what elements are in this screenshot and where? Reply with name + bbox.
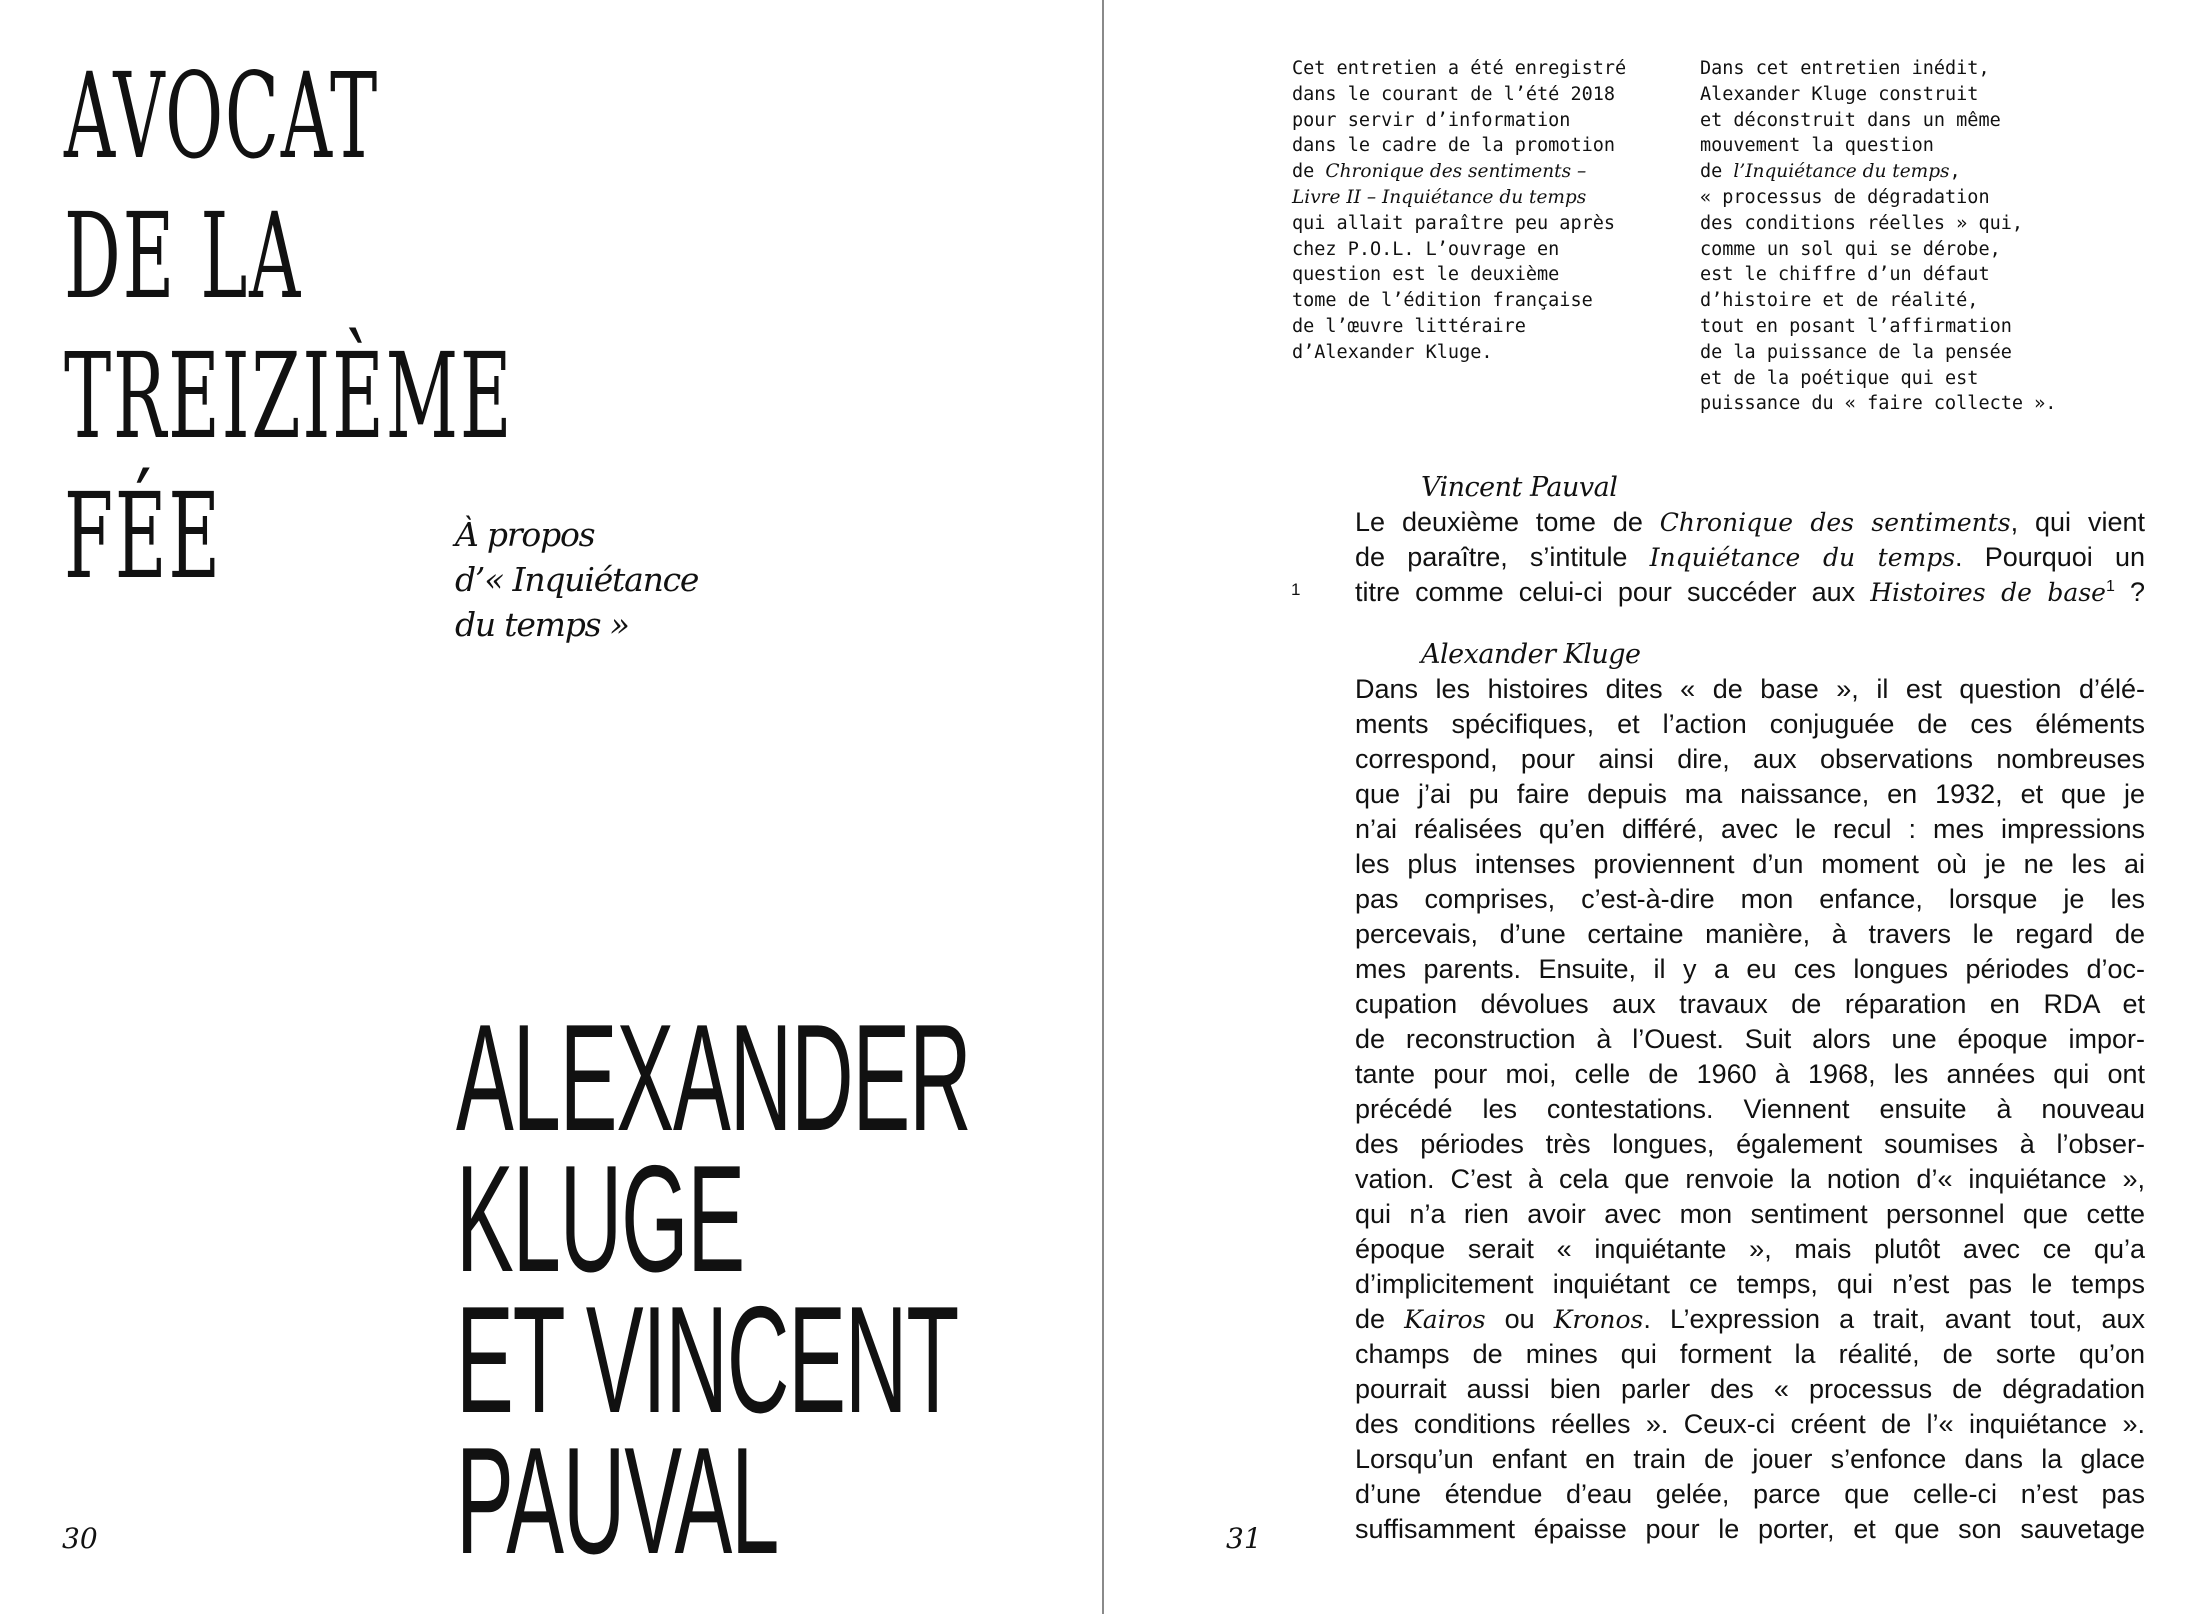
interview-body xyxy=(1355,470,2145,1547)
intro-line: question est le deuxième xyxy=(1292,264,1560,286)
left-page xyxy=(0,0,1102,1614)
intro-line: chez P.O.L. L’ouvrage en xyxy=(1292,238,1560,260)
text-line xyxy=(1355,1302,2145,1337)
intro-line: Livre II – Inquiétance du temps xyxy=(1292,186,1587,208)
intro-line: pour servir d’information xyxy=(1292,109,1571,131)
intro-text: de xyxy=(1292,161,1326,183)
author-line: ALEXANDER xyxy=(456,993,971,1163)
text-line: pas comprises, c’est-à-dire mon enfance, lorsque je les xyxy=(1355,884,2145,914)
text-line: de reconstruction à l’Ouest. Suit alors une époque impor- xyxy=(1355,1024,2145,1054)
title-line: DE LA xyxy=(64,187,303,325)
subtitle-line: À propos xyxy=(455,515,595,554)
text-line xyxy=(1355,575,2145,610)
text-line: des conditions réelles ». Ceux-ci créent de l’« inquiétance ». xyxy=(1355,1409,2145,1439)
intro-line: tome de l’édition française xyxy=(1292,290,1593,312)
intro-line: et déconstruit dans un même xyxy=(1700,109,2001,131)
intro-column-2 xyxy=(1700,56,2080,417)
author-line: PAUVAL xyxy=(456,1416,779,1586)
text-line: cupation dévolues aux travaux de réparation en RDA et xyxy=(1355,989,2145,1019)
page-number-right: 31 xyxy=(1226,1522,1262,1555)
intro-line: Alexander Kluge construit xyxy=(1700,83,1979,105)
text-line: suffisamment épaisse pour le porter, et que son sauvetage xyxy=(1355,1514,2145,1544)
text-line: précédé les contestations. Viennent ensuite à nouveau xyxy=(1355,1094,2145,1124)
title-line: FÉE xyxy=(64,467,222,605)
footnote-ref: 1 xyxy=(2105,578,2115,595)
text-line: d’une étendue d’eau gelée, parce que celle-ci n’est pas xyxy=(1355,1479,2145,1509)
speaker-name: Alexander Kluge xyxy=(1421,639,1641,670)
text-line: époque serait « inquiétante », mais plutôt avec ce qu’a xyxy=(1355,1234,2145,1264)
article-authors xyxy=(456,993,971,1586)
intro-line: « processus de dégradation xyxy=(1700,186,1990,208)
book-title: Inquiétance du temps xyxy=(1649,543,1956,572)
intro-line xyxy=(1700,159,2080,185)
title-line: AVOCAT xyxy=(64,47,379,185)
text-line: qui n’a rien avoir avec mon sentiment personnel que cette xyxy=(1355,1199,2145,1229)
title-line: TREIZIÈME xyxy=(64,327,514,465)
intro-line: d’histoire et de réalité, xyxy=(1700,290,1979,312)
intro-line: Cet entretien a été enregistré xyxy=(1292,58,1627,79)
book-title: Chronique des sentiments xyxy=(1659,508,2011,537)
author-line: ET VINCENT xyxy=(456,1275,959,1445)
intro-line: d’Alexander Kluge. xyxy=(1292,341,1493,363)
intro-column-1 xyxy=(1292,56,1672,366)
article-subtitle xyxy=(455,512,698,647)
intro-italic: l’Inquiétance du temps xyxy=(1733,161,1950,183)
author-line: KLUGE xyxy=(456,1134,745,1304)
text-line: n’ai réalisées qu’en différé, avec le recul : mes impressions xyxy=(1355,814,2145,844)
text-line: Dans les histoires dites « de base », il est question d’élé- xyxy=(1355,674,2145,704)
intro-text: , xyxy=(1949,161,1961,183)
right-page xyxy=(1104,0,2205,1614)
text: , qui vient xyxy=(2010,507,2145,537)
text-line: que j’ai pu faire depuis ma naissance, en 1932, et que je xyxy=(1355,779,2145,809)
intro-line: des conditions réelles » qui, xyxy=(1700,212,2024,234)
text-line: ments spécifiques, et l’action conjuguée de ces éléments xyxy=(1355,709,2145,739)
text-line: champs de mines qui forment la réalité, de sorte qu’on xyxy=(1355,1339,2145,1369)
text: ou xyxy=(1485,1304,1554,1334)
text-line xyxy=(1355,540,2145,575)
article-title xyxy=(64,46,513,606)
subtitle-line: d’« Inquiétance xyxy=(455,560,699,599)
intro-line: tout en posant l’affirmation xyxy=(1700,315,2012,337)
text: Le deuxième tome de xyxy=(1355,507,1660,537)
intro-line: mouvement la question xyxy=(1700,135,1934,157)
intro-line: est le chiffre d’un défaut xyxy=(1700,264,1990,286)
speaker-name: Vincent Pauval xyxy=(1421,472,1618,503)
subtitle-line: du temps » xyxy=(455,605,629,644)
text-line xyxy=(1355,505,2145,540)
text-line: vation. C’est à cela que renvoie la notion d’« inquiétance », xyxy=(1355,1164,2145,1194)
text-line: pourrait aussi bien parler des « processus de dégradation xyxy=(1355,1374,2145,1404)
text: de paraître, s’intitule xyxy=(1355,542,1650,572)
intro-line xyxy=(1292,159,1672,185)
text-line: mes parents. Ensuite, il y a eu ces longues périodes d’oc- xyxy=(1355,954,2145,984)
term-italic: Kronos xyxy=(1553,1305,1644,1334)
text-line: d’implicitement inquiétant ce temps, qui n’est pas le temps xyxy=(1355,1269,2145,1299)
text-line: percevais, d’une certaine manière, à travers le regard de xyxy=(1355,919,2145,949)
intro-line: comme un sol qui se dérobe, xyxy=(1700,238,2001,260)
intro-line: de la puissance de la pensée xyxy=(1700,341,2012,363)
intro-line: dans le courant de l’été 2018 xyxy=(1292,83,1616,105)
text: . Pourquoi un xyxy=(1955,542,2145,572)
page-number-left: 30 xyxy=(62,1522,98,1555)
term-italic: Kairos xyxy=(1404,1305,1486,1334)
intro-line: de l’œuvre littéraire xyxy=(1292,315,1526,337)
text-line: les plus intenses proviennent d’un moment où je ne les ai xyxy=(1355,849,2145,879)
intro-text: de xyxy=(1700,161,1734,183)
book-title: Histoires de base xyxy=(1870,578,2106,607)
text-line: correspond, pour ainsi dire, aux observations nombreuses xyxy=(1355,744,2145,774)
text-line: tante pour moi, celle de 1960 à 1968, les années qui ont xyxy=(1355,1059,2145,1089)
text-line: des périodes très longues, également soumises à l’obser- xyxy=(1355,1129,2145,1159)
text: de xyxy=(1355,1304,1405,1334)
intro-line: qui allait paraître peu après xyxy=(1292,212,1616,234)
intro-line: Dans cet entretien inédit, xyxy=(1700,58,1990,79)
intro-line: et de la poétique qui est xyxy=(1700,367,1979,389)
text: . L’expression a trait, avant tout, aux xyxy=(1643,1304,2145,1334)
intro-line: dans le cadre de la promotion xyxy=(1292,135,1616,157)
text: ? xyxy=(2114,577,2145,607)
margin-note-marker: 1 xyxy=(1291,580,1301,599)
intro-italic: Chronique des sentiments – xyxy=(1325,161,1587,183)
text-line: Lorsqu’un enfant en train de jouer s’enfonce dans la glace xyxy=(1355,1444,2145,1474)
intro-line: puissance du « faire collecte ». xyxy=(1700,393,2057,415)
text: titre comme celui-ci pour succéder aux xyxy=(1355,577,1871,607)
